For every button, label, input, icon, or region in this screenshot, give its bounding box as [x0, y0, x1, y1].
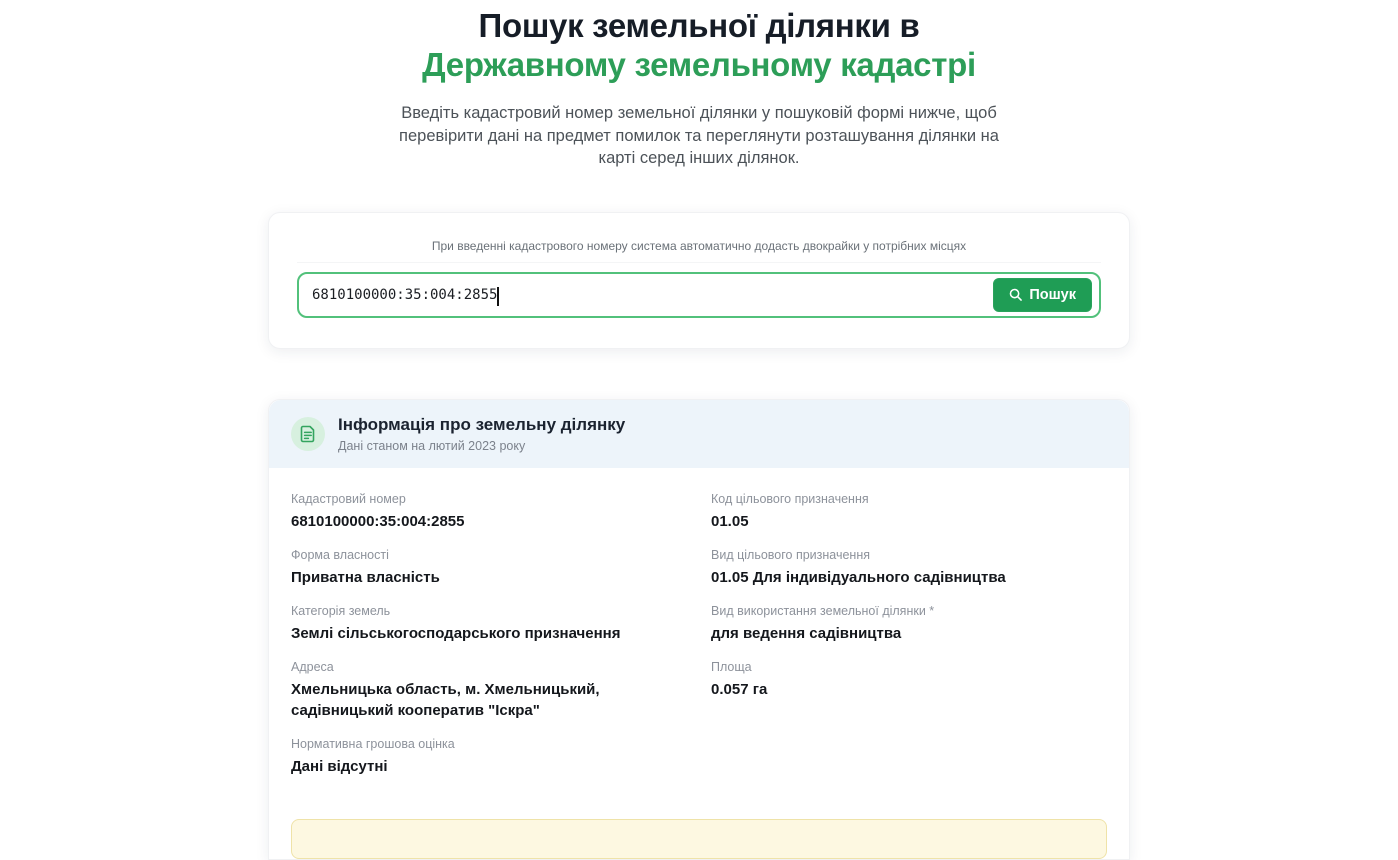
field-label: Адреса — [291, 659, 334, 674]
info-column-right — [711, 492, 1107, 793]
field-label: Форма власності — [291, 547, 389, 562]
search-card — [268, 212, 1130, 349]
field-label: Кадастровий номер — [291, 491, 406, 506]
document-icon — [291, 417, 325, 451]
info-card-subtitle: Дані станом на лютий 2023 року — [338, 438, 526, 453]
field-purpose-code — [711, 492, 1107, 532]
search-input-wrapper — [297, 272, 1101, 318]
field-purpose-type — [711, 548, 1107, 588]
search-button-label: Пошук — [1029, 286, 1076, 303]
field-land-category — [291, 604, 691, 644]
search-hint: При введенні кадастрового номеру система автоматично додасть двокрайки у потрібних місцях — [431, 238, 967, 253]
field-label: Вид цільового призначення — [711, 547, 870, 562]
field-value: Хмельницька область, м. Хмельницький, садівницький кооператив "Іскра" — [291, 680, 600, 719]
field-label: Категорія земель — [291, 603, 391, 618]
field-value: для ведення садівництва — [711, 624, 902, 642]
field-label: Вид використання земельної ділянки * — [711, 603, 935, 618]
field-address — [291, 660, 691, 721]
field-cadastral-number — [291, 492, 691, 532]
page-title-line1: Пошук земельної ділянки в — [478, 7, 920, 44]
field-area — [711, 660, 1107, 700]
parcel-info-card — [268, 399, 1130, 860]
parcel-info-body — [269, 468, 1129, 793]
field-value: Землі сільськогосподарського призначення — [291, 624, 621, 642]
field-value: Приватна власність — [291, 568, 440, 586]
field-label: Площа — [711, 659, 752, 674]
search-input[interactable] — [312, 287, 982, 303]
field-label: Нормативна грошова оцінка — [291, 736, 455, 751]
field-label: Код цільового призначення — [711, 491, 869, 506]
text-caret — [497, 287, 499, 306]
page-title-line2: Державному земельному кадастрі — [422, 46, 976, 83]
page-title — [0, 6, 1398, 84]
field-value: 0.057 га — [711, 680, 768, 698]
field-land-use-type — [711, 604, 1107, 644]
page-subtitle: Введіть кадастровий номер земельної ділянки у пошуковій формі нижче, щоб перевірити дані на предмет помилок та переглянути розташування ділянки на карті серед інших ділянок. — [399, 104, 999, 167]
parcel-info-header-text — [338, 415, 625, 453]
info-card-title: Інформація про земельну ділянку — [338, 414, 626, 434]
divider — [297, 262, 1101, 263]
field-ownership-form — [291, 548, 691, 588]
field-value: 01.05 — [711, 512, 749, 530]
search-icon — [1009, 288, 1022, 301]
field-value: Дані відсутні — [291, 757, 388, 775]
field-normative-valuation — [291, 737, 691, 777]
page-header — [0, 0, 1398, 170]
warning-alert — [291, 819, 1107, 859]
field-value: 6810100000:35:004:2855 — [291, 512, 465, 530]
parcel-info-header — [269, 400, 1129, 468]
search-button[interactable] — [993, 278, 1092, 312]
field-value: 01.05 Для індивідуального садівництва — [711, 568, 1006, 586]
info-column-left — [291, 492, 691, 793]
